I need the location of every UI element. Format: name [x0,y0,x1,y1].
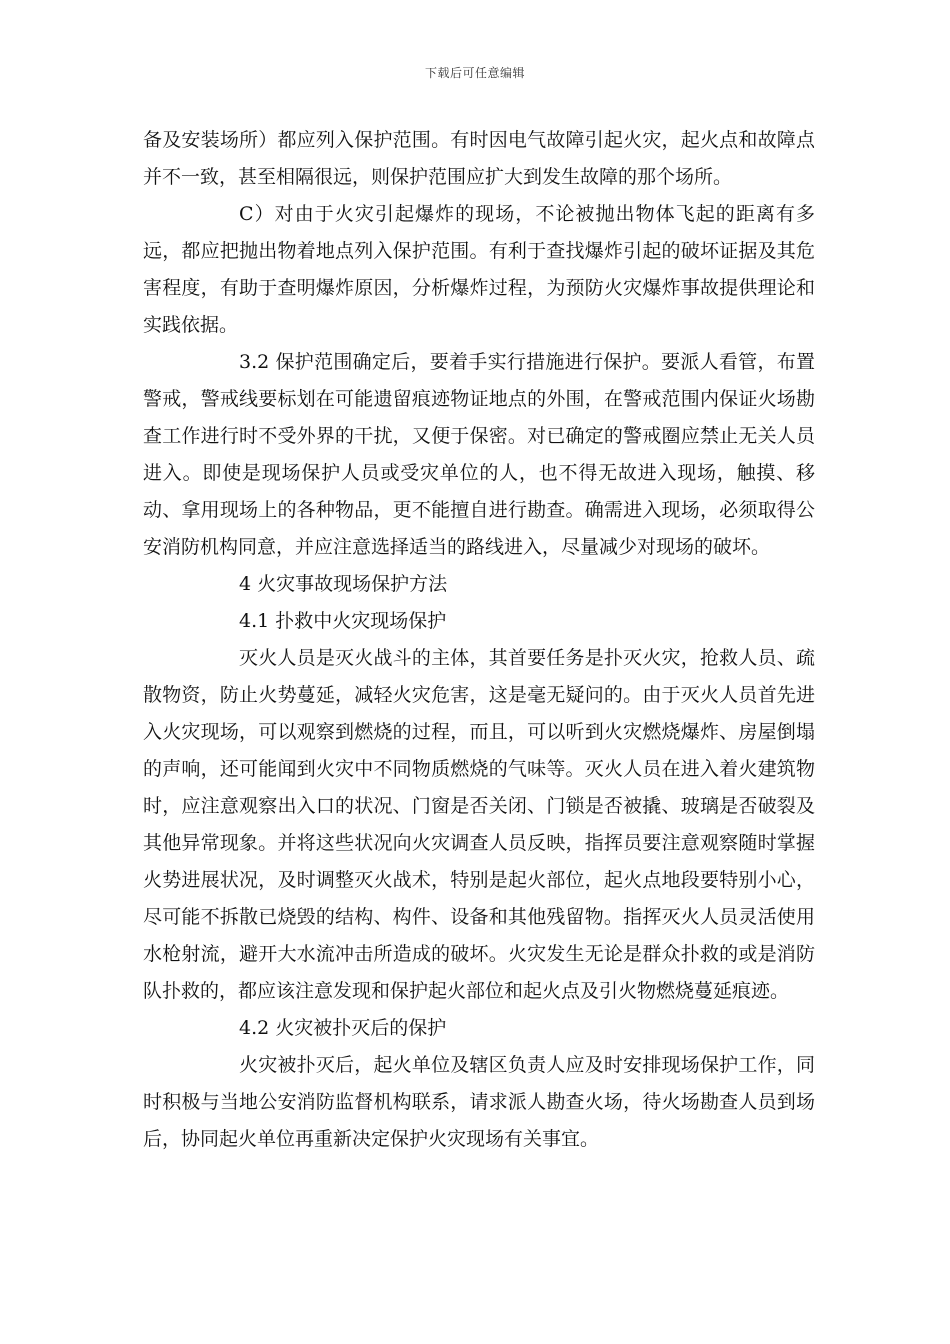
document-body [143,122,815,1158]
paragraph-explosion-scene: C）对由于火灾引起爆炸的现场，不论被抛出物体飞起的距离有多远，都应把抛出物着地点列入保护范围。有利于查找爆炸引起的破坏证据及其危害程度，有助于查明爆炸原因，分析爆炸过程，为预防火灾爆炸事故提供理论和实践依据。 [143,203,815,336]
paragraph-firefighting-protection: 灭火人员是灭火战斗的主体，其首要任务是扑灭火灾，抢救人员、疏散物资，防止火势蔓延，减轻火灾危害，这是毫无疑问的。由于灭火人员首先进入火灾现场，可以观察到燃烧的过程，而且，可以听到火灾燃烧爆炸、房屋倒塌的声响，还可能闻到火灾中不同物质燃烧的气味等。灭火人员在进入着火建筑物时，应注意观察出入口的状况、门窗是否关闭、门锁是否被撬、玻璃是否破裂及其他异常现象。并将这些状况向火灾调查人员反映，指挥员要注意观察随时掌握火势进展状况，及时调整灭火战术，特别是起火部位，起火点地段要特别小心，尽可能不拆散已烧毁的结构、构件、设备和其他残留物。指挥灭火人员灵活使用水枪射流，避开大水流冲击所造成的破坏。火灾发生无论是群众扑救的或是消防队扑救的，都应该注意发现和保护起火部位和起火点及引火物燃烧蔓延痕迹。 [143,647,815,1002]
paragraph-post-extinguish-protection: 火灾被扑灭后，起火单位及辖区负责人应及时安排现场保护工作，同时积极与当地公安消防监督机构联系，请求派人勘查火场，待火场勘查人员到场后，协同起火单位再重新决定保护火灾现场有关事宜。 [143,1054,815,1150]
paragraph-section-3-2: 3.2 保护范围确定后，要着手实行措施进行保护。要派人看管，布置警戒，警戒线要标划在可能遗留痕迹物证地点的外围，在警戒范围内保证火场勘查工作进行时不受外界的干扰，又便于保密。对已确定的警戒圈应禁止无关人员进入。即使是现场保护人员或受灾单位的人，也不得无故进入现场，触摸、移动、拿用现场上的各种物品，更不能擅自进行勘查。确需进入现场，必须取得公安消防机构同意，并应注意选择适当的路线进入，尽量减少对现场的破坏。 [143,351,815,558]
section-heading-4-1: 4.1 扑救中火灾现场保护 [239,610,447,632]
section-heading-4-2: 4.2 火灾被扑灭后的保护 [239,1017,447,1039]
section-heading-4: 4 火灾事故现场保护方法 [239,573,448,595]
paragraph-protection-scope-continued: 备及安装场所）都应列入保护范围。有时因电气故障引起火灾，起火点和故障点并不一致，甚至相隔很远，则保护范围应扩大到发生故障的那个场所。 [143,129,815,188]
page-header-note: 下载后可任意编辑 [424,66,525,80]
